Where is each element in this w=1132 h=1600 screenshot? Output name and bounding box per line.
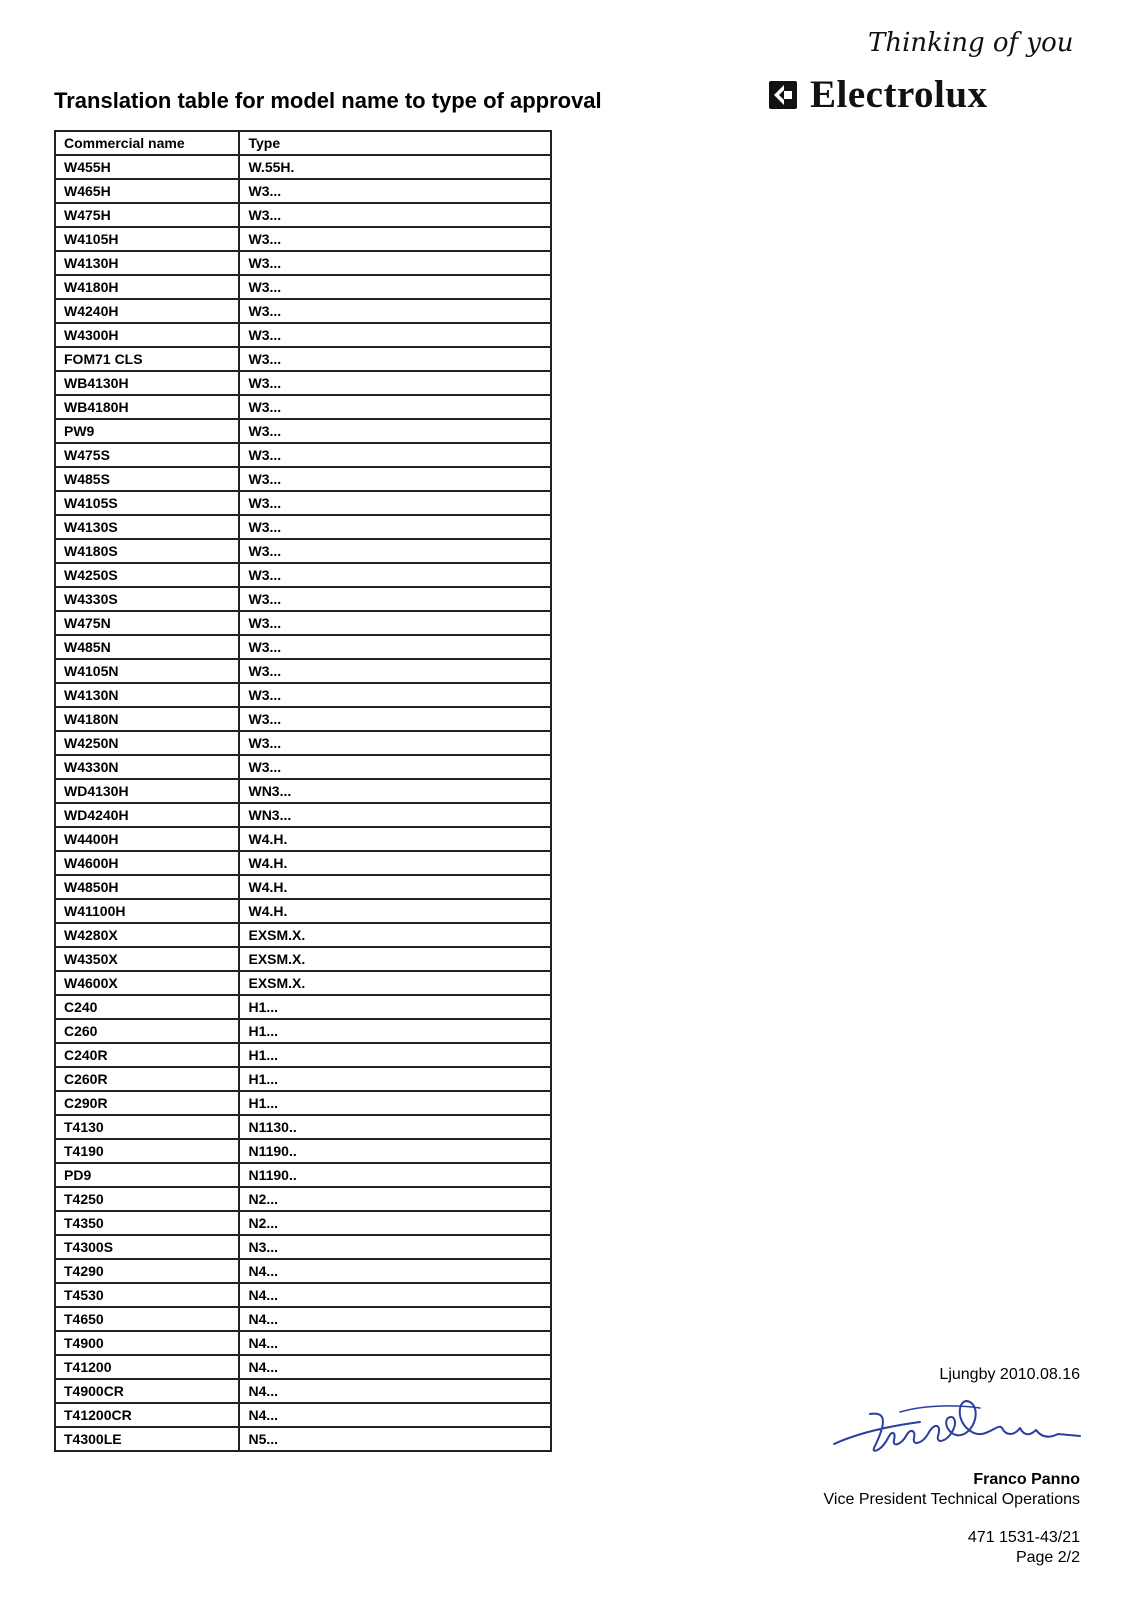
- table-row: [55, 1115, 551, 1139]
- type-cell: W3...: [239, 251, 551, 275]
- table-row: [55, 251, 551, 275]
- signer-block: [824, 1470, 1080, 1510]
- table-row: [55, 923, 551, 947]
- type-cell: N4...: [239, 1307, 551, 1331]
- commercial-name-cell: W485N: [55, 635, 239, 659]
- table-row: [55, 779, 551, 803]
- table-row: [55, 1427, 551, 1451]
- page-title: Translation table for model name to type of approval: [54, 88, 602, 113]
- table-row: [55, 299, 551, 323]
- table-row: [55, 227, 551, 251]
- type-cell: W3...: [239, 563, 551, 587]
- type-cell: W3...: [239, 395, 551, 419]
- type-cell: H1...: [239, 1067, 551, 1091]
- table-row: [55, 371, 551, 395]
- commercial-name-cell: W41100H: [55, 899, 239, 923]
- table-row: [55, 419, 551, 443]
- type-cell: W.55H.: [239, 155, 551, 179]
- commercial-name-cell: T4530: [55, 1283, 239, 1307]
- type-cell: W3...: [239, 539, 551, 563]
- type-cell: W3...: [239, 203, 551, 227]
- type-cell: EXSM.X.: [239, 971, 551, 995]
- type-cell: W4.H.: [239, 875, 551, 899]
- signer-name: Franco Panno: [973, 1471, 1080, 1488]
- type-cell: W3...: [239, 515, 551, 539]
- table-row: [55, 755, 551, 779]
- commercial-name-cell: T4300S: [55, 1235, 239, 1259]
- type-cell: N3...: [239, 1235, 551, 1259]
- commercial-name-cell: W475S: [55, 443, 239, 467]
- table-row: [55, 1211, 551, 1235]
- table-row: [55, 1355, 551, 1379]
- commercial-name-cell: T4250: [55, 1187, 239, 1211]
- commercial-name-cell: W475H: [55, 203, 239, 227]
- type-cell: EXSM.X.: [239, 947, 551, 971]
- table-row: [55, 443, 551, 467]
- table-row: [55, 611, 551, 635]
- commercial-name-cell: W4400H: [55, 827, 239, 851]
- type-cell: W3...: [239, 299, 551, 323]
- commercial-name-cell: W4105H: [55, 227, 239, 251]
- table-row: [55, 1259, 551, 1283]
- table-row: [55, 1139, 551, 1163]
- type-cell: W3...: [239, 659, 551, 683]
- commercial-name-cell: W4180S: [55, 539, 239, 563]
- commercial-name-cell: W4250S: [55, 563, 239, 587]
- type-cell: W3...: [239, 323, 551, 347]
- type-cell: W3...: [239, 491, 551, 515]
- commercial-name-cell: W4105S: [55, 491, 239, 515]
- commercial-name-cell: T4900CR: [55, 1379, 239, 1403]
- commercial-name-cell: C290R: [55, 1091, 239, 1115]
- table-row: [55, 1043, 551, 1067]
- table-row: [55, 323, 551, 347]
- translation-table-wrapper: [54, 130, 552, 1452]
- type-cell: W4.H.: [239, 899, 551, 923]
- commercial-name-cell: T41200CR: [55, 1403, 239, 1427]
- table-row: [55, 587, 551, 611]
- commercial-name-cell: W465H: [55, 179, 239, 203]
- type-cell: H1...: [239, 1043, 551, 1067]
- table-body: [55, 155, 551, 1451]
- commercial-name-cell: C240R: [55, 1043, 239, 1067]
- type-cell: H1...: [239, 995, 551, 1019]
- type-cell: W3...: [239, 419, 551, 443]
- table-row: [55, 1067, 551, 1091]
- table-row: [55, 1187, 551, 1211]
- commercial-name-cell: C240: [55, 995, 239, 1019]
- commercial-name-cell: W4330S: [55, 587, 239, 611]
- table-row: [55, 179, 551, 203]
- type-cell: WN3...: [239, 779, 551, 803]
- table-row: [55, 1331, 551, 1355]
- commercial-name-cell: WB4130H: [55, 371, 239, 395]
- commercial-name-cell: T4650: [55, 1307, 239, 1331]
- type-cell: W3...: [239, 755, 551, 779]
- type-cell: WN3...: [239, 803, 551, 827]
- commercial-name-cell: W4130S: [55, 515, 239, 539]
- type-cell: W3...: [239, 443, 551, 467]
- type-cell: W3...: [239, 467, 551, 491]
- table-row: [55, 659, 551, 683]
- type-cell: N2...: [239, 1187, 551, 1211]
- table-row: [55, 347, 551, 371]
- table-row: [55, 539, 551, 563]
- type-cell: W3...: [239, 683, 551, 707]
- type-cell: EXSM.X.: [239, 923, 551, 947]
- table-row: [55, 155, 551, 179]
- table-row: [55, 1019, 551, 1043]
- type-cell: W4.H.: [239, 851, 551, 875]
- table-row: [55, 515, 551, 539]
- type-cell: N1190..: [239, 1163, 551, 1187]
- commercial-name-cell: W485S: [55, 467, 239, 491]
- table-row: [55, 275, 551, 299]
- commercial-name-cell: W4105N: [55, 659, 239, 683]
- table-row: [55, 1163, 551, 1187]
- commercial-name-cell: C260R: [55, 1067, 239, 1091]
- commercial-name-cell: FOM71 CLS: [55, 347, 239, 371]
- commercial-name-cell: WD4240H: [55, 803, 239, 827]
- type-cell: N4...: [239, 1283, 551, 1307]
- commercial-name-cell: W4250N: [55, 731, 239, 755]
- header-type: Type: [239, 131, 551, 155]
- translation-table: [54, 130, 552, 1452]
- commercial-name-cell: T4350: [55, 1211, 239, 1235]
- type-cell: W3...: [239, 587, 551, 611]
- table-row: [55, 1235, 551, 1259]
- type-cell: H1...: [239, 1019, 551, 1043]
- type-cell: W3...: [239, 179, 551, 203]
- type-cell: W3...: [239, 611, 551, 635]
- type-cell: N4...: [239, 1403, 551, 1427]
- type-cell: W3...: [239, 275, 551, 299]
- table-row: [55, 395, 551, 419]
- commercial-name-cell: W4240H: [55, 299, 239, 323]
- type-cell: W3...: [239, 347, 551, 371]
- table-row: [55, 731, 551, 755]
- table-header-row: [55, 131, 551, 155]
- type-cell: W3...: [239, 707, 551, 731]
- commercial-name-cell: PW9: [55, 419, 239, 443]
- table-row: [55, 1379, 551, 1403]
- commercial-name-cell: W4180N: [55, 707, 239, 731]
- table-row: [55, 971, 551, 995]
- type-cell: N1190..: [239, 1139, 551, 1163]
- table-row: [55, 875, 551, 899]
- commercial-name-cell: T4900: [55, 1331, 239, 1355]
- page-number: Page 2/2: [1015, 1549, 1080, 1566]
- header-commercial-name: Commercial name: [55, 131, 239, 155]
- table-row: [55, 851, 551, 875]
- commercial-name-cell: W4600H: [55, 851, 239, 875]
- commercial-name-cell: PD9: [55, 1163, 239, 1187]
- table-row: [55, 491, 551, 515]
- commercial-name-cell: W475N: [55, 611, 239, 635]
- type-cell: W3...: [239, 635, 551, 659]
- table-row: [55, 1091, 551, 1115]
- commercial-name-cell: WB4180H: [55, 395, 239, 419]
- place-date: Ljungby 2010.08.16: [939, 1366, 1080, 1383]
- table-row: [55, 683, 551, 707]
- commercial-name-cell: W4850H: [55, 875, 239, 899]
- document-reference: [968, 1528, 1080, 1568]
- signature-icon: [830, 1392, 1086, 1462]
- table-row: [55, 203, 551, 227]
- type-cell: N2...: [239, 1211, 551, 1235]
- commercial-name-cell: T4300LE: [55, 1427, 239, 1451]
- logo-brand: Electrolux: [810, 73, 988, 116]
- table-row: [55, 563, 551, 587]
- signer-title: Vice President Technical Operations: [823, 1491, 1080, 1508]
- type-cell: W3...: [239, 731, 551, 755]
- type-cell: H1...: [239, 1091, 551, 1115]
- commercial-name-cell: T4290: [55, 1259, 239, 1283]
- type-cell: N1130..: [239, 1115, 551, 1139]
- commercial-name-cell: T4130: [55, 1115, 239, 1139]
- logo-tagline: Thinking of you: [868, 28, 1074, 58]
- type-cell: W3...: [239, 371, 551, 395]
- commercial-name-cell: W4300H: [55, 323, 239, 347]
- commercial-name-cell: C260: [55, 1019, 239, 1043]
- table-row: [55, 1403, 551, 1427]
- commercial-name-cell: W4600X: [55, 971, 239, 995]
- commercial-name-cell: W4130N: [55, 683, 239, 707]
- type-cell: N4...: [239, 1259, 551, 1283]
- type-cell: N4...: [239, 1355, 551, 1379]
- table-row: [55, 467, 551, 491]
- commercial-name-cell: W4180H: [55, 275, 239, 299]
- table-row: [55, 635, 551, 659]
- table-row: [55, 1307, 551, 1331]
- table-row: [55, 995, 551, 1019]
- table-row: [55, 899, 551, 923]
- commercial-name-cell: W455H: [55, 155, 239, 179]
- type-cell: N4...: [239, 1379, 551, 1403]
- type-cell: N5...: [239, 1427, 551, 1451]
- type-cell: W3...: [239, 227, 551, 251]
- commercial-name-cell: W4280X: [55, 923, 239, 947]
- type-cell: N4...: [239, 1331, 551, 1355]
- electrolux-logo: [768, 28, 1088, 118]
- table-row: [55, 947, 551, 971]
- table-row: [55, 1283, 551, 1307]
- commercial-name-cell: W4330N: [55, 755, 239, 779]
- commercial-name-cell: WD4130H: [55, 779, 239, 803]
- commercial-name-cell: W4130H: [55, 251, 239, 275]
- table-row: [55, 803, 551, 827]
- electrolux-mark-icon: [768, 80, 798, 110]
- commercial-name-cell: W4350X: [55, 947, 239, 971]
- commercial-name-cell: T41200: [55, 1355, 239, 1379]
- table-row: [55, 707, 551, 731]
- type-cell: W4.H.: [239, 827, 551, 851]
- table-row: [55, 827, 551, 851]
- doc-number: 471 1531-43/21: [967, 1529, 1080, 1546]
- commercial-name-cell: T4190: [55, 1139, 239, 1163]
